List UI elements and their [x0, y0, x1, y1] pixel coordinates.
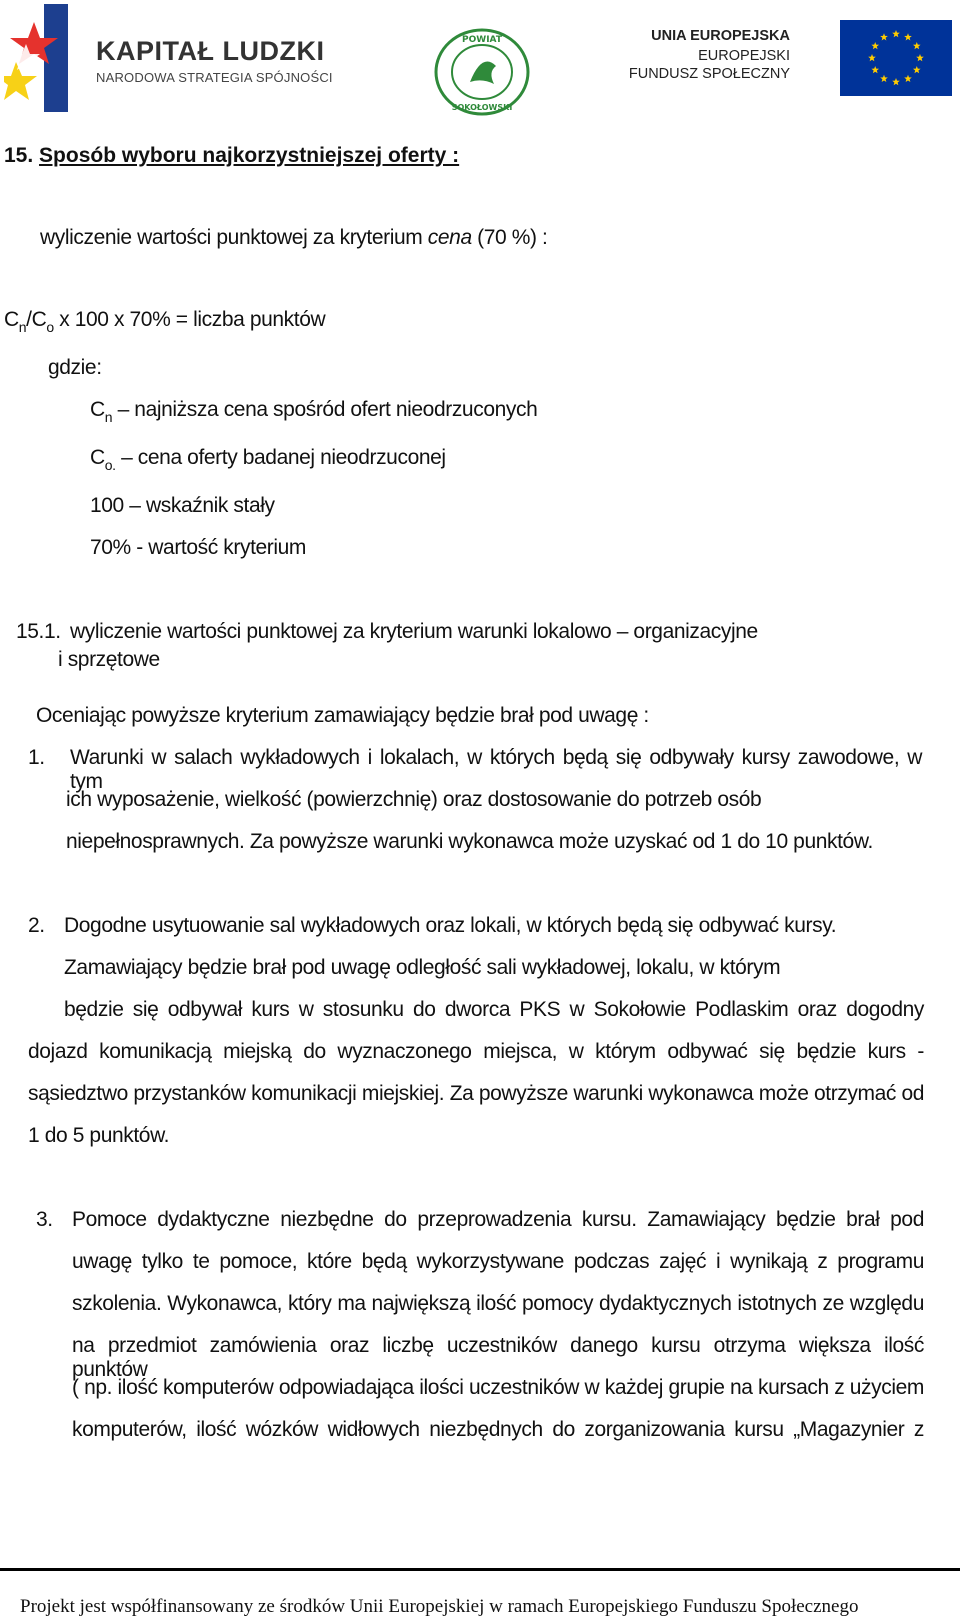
subsection-title-line1: wyliczenie wartości punktowej za kryterium warunki lokalowo – organizacyjne [70, 620, 758, 643]
item2-line: Zamawiający będzie brał pod uwagę odległość sali wykładowej, lokalu, w którym [64, 956, 781, 979]
item-number: 3. [36, 1208, 53, 1231]
item2-line: Dogodne usytuowanie sal wykładowych oraz lokali, w których będą się odbywać kursy. [64, 914, 837, 937]
item1-line: Warunki w salach wykładowych i lokalach, w których będą się odbywały kursy zawodowe, w tym [70, 746, 922, 793]
subsection-title-line2: i sprzętowe [58, 648, 160, 671]
item1-line: ich wyposażenie, wielkość (powierzchnię) oraz dostosowanie do potrzeb osób [66, 788, 762, 811]
definition-100: 100 – wskaźnik stały [90, 494, 275, 517]
formula-c: C [4, 308, 19, 331]
item3-line: ( np. ilość komputerów odpowiadająca ilości uczestników w każdej grupie na kursach z użyciem [72, 1376, 924, 1399]
item3-line: Pomoce dydaktyczne niezbędne do przeprowadzenia kursu. Zamawiający będzie brał pod [72, 1208, 924, 1231]
item2-line: sąsiedztwo przystanków komunikacji miejskiej. Za powyższe warunki wykonawca może otrzymać od [28, 1082, 924, 1105]
item2-line: będzie się odbywał kurs w stosunku do dworca PKS w Sokołowie Podlaskim oraz dogodny [64, 998, 924, 1021]
footer-text: Projekt jest współfinansowany ze środków Unii Europejskiej w ramach Europejskiego Funduszu Społecznego [20, 1596, 859, 1617]
definition-70: 70% - wartość kryterium [90, 536, 307, 559]
footer-divider [0, 1568, 960, 1571]
formula-sub-o: o [46, 319, 54, 335]
item-number: 2. [28, 914, 45, 937]
subsection-number: 15.1. [16, 620, 61, 643]
definition-subscript: o. [104, 457, 116, 473]
item3-line: szkolenia. Wykonawca, który ma największą ilość pomocy dydaktycznych istotnych ze względu [72, 1292, 924, 1315]
section-heading [4, 144, 459, 168]
formula-sub-n: n [18, 319, 27, 335]
item2-line: 1 do 5 punktów. [28, 1124, 170, 1147]
definition-cn [90, 398, 538, 425]
kapital-ludzki-logo-mark [4, 4, 68, 112]
definition-text: – cena oferty badanej nieodrzuconej [121, 446, 446, 469]
definition-symbol: C [90, 398, 105, 421]
criteria-intro: Oceniając powyższe kryterium zamawiający będzie brał pod uwagę : [36, 704, 649, 727]
formula [4, 308, 326, 335]
powiat-sokolowski-logo [432, 26, 532, 118]
svg-text:SOKOŁOWSKI: SOKOŁOWSKI [451, 103, 513, 112]
definition-text: – najniższa cena spośród ofert nieodrzuconych [117, 398, 538, 421]
eu-line3: FUNDUSZ SPOŁECZNY [628, 66, 790, 82]
eu-line2: EUROPEJSKI [698, 48, 790, 64]
section-number: 15. [4, 144, 34, 167]
definition-subscript: n [104, 409, 113, 425]
price-criterion-line [40, 226, 548, 250]
kapital-ludzki-title: KAPITAŁ LUDZKI [96, 36, 325, 66]
eu-line1: UNIA EUROPEJSKA [651, 28, 790, 44]
definition-symbol: C [90, 446, 105, 469]
item3-line: na przedmiot zamówienia oraz liczbę uczestników danego kursu otrzyma większa ilość punktów [72, 1334, 924, 1381]
formula-rest: x 100 x 70% = liczba punktów [59, 308, 326, 331]
item2-line: dojazd komunikacją miejską do wyznaczonego miejsca, w którym odbywać się będzie kurs - [28, 1040, 924, 1063]
svg-text:POWIAT: POWIAT [462, 35, 502, 45]
item3-line: komputerów, ilość wózków widłowych niezbędnych do zorganizowania kursu „Magazynier z [72, 1418, 924, 1441]
kapital-ludzki-subtitle: NARODOWA STRATEGIA SPÓJNOŚCI [96, 70, 333, 85]
price-criterion-end: (70 %) : [477, 226, 548, 249]
item1-line: niepełnosprawnych. Za powyższe warunki wykonawca może uzyskać od 1 do 10 punktów. [66, 830, 873, 853]
eu-flag-icon [840, 20, 952, 96]
definition-co [90, 446, 446, 473]
section-title: Sposób wyboru najkorzystniejszej oferty : [39, 144, 460, 167]
where-label: gdzie: [48, 356, 102, 379]
item-number: 1. [28, 746, 45, 769]
price-criterion-italic: cena [427, 226, 472, 249]
item3-line: uwagę tylko te pomoce, które będą wykorzystywane podczas zajęć i wynikają z programu [72, 1250, 924, 1273]
formula-slash: /C [26, 308, 47, 331]
price-criterion-text: wyliczenie wartości punktowej za kryterium [40, 226, 423, 249]
